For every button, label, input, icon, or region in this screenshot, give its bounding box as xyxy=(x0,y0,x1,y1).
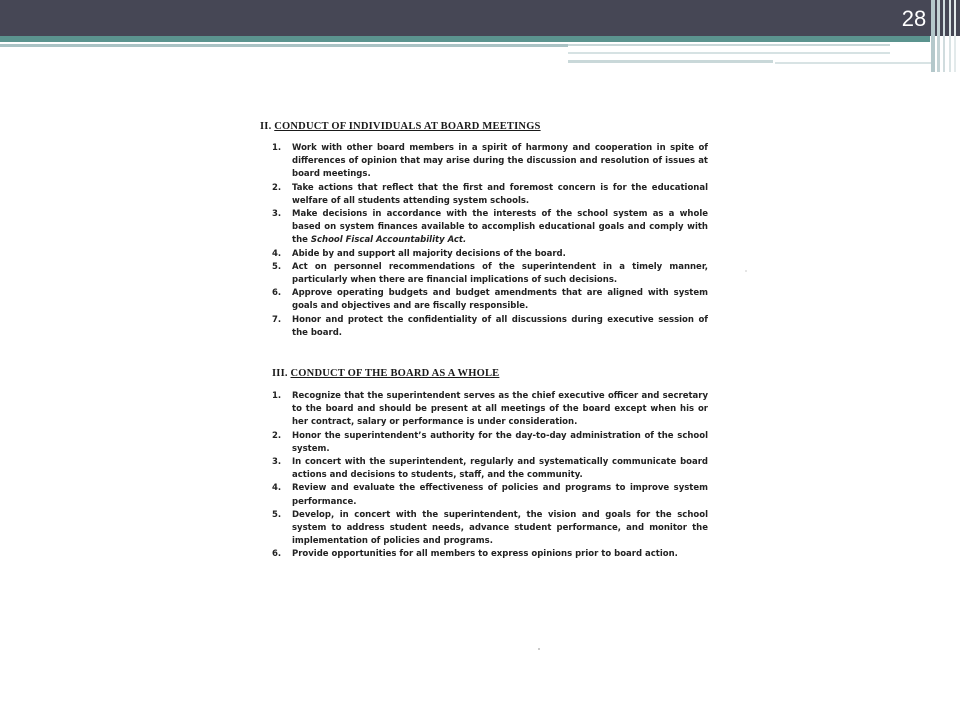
item-text: Review and evaluate the effectiveness of policies and programs to improve system performance. xyxy=(292,483,708,507)
item-number: 4. xyxy=(272,248,282,259)
section-heading-iii xyxy=(272,368,499,379)
accent-line xyxy=(568,60,773,63)
item-text: Provide opportunities for all members to express opinions prior to board action. xyxy=(292,549,678,560)
decorative-vertical-bar xyxy=(943,0,945,72)
scan-speck xyxy=(538,648,540,650)
list-item xyxy=(272,261,708,287)
item-italic-text: School Fiscal Accountability Act. xyxy=(310,235,467,246)
accent-line xyxy=(775,62,935,64)
list-item xyxy=(272,287,708,313)
item-number: 5. xyxy=(272,261,282,272)
section-numeral: II. xyxy=(260,121,272,132)
list-item xyxy=(272,509,708,549)
slide-number: 28 xyxy=(901,6,927,31)
item-number: 5. xyxy=(272,509,282,520)
list-item xyxy=(272,548,708,561)
section-iii-list xyxy=(272,390,708,562)
decorative-vertical-bar xyxy=(954,0,956,72)
section-title: CONDUCT OF THE BOARD AS A WHOLE xyxy=(290,368,500,379)
item-number: 4. xyxy=(272,483,282,494)
item-number: 3. xyxy=(272,457,282,468)
item-text: Take actions that reflect that the first and foremost concern is for the educational welfare of all students attending system schools. xyxy=(292,182,708,206)
section-heading-ii xyxy=(260,121,541,132)
list-item xyxy=(272,182,708,208)
item-number: 2. xyxy=(272,430,282,441)
item-number: 1. xyxy=(272,143,282,153)
list-item xyxy=(272,142,708,182)
section-ii-list xyxy=(272,142,708,340)
item-text: Recognize that the superintendent serves as the chief executive officer and secretary to the board and should be present at all meetings of the board except when his or her contract, salary or performance is under consideration. xyxy=(292,391,708,428)
list-item xyxy=(272,248,708,261)
list-item xyxy=(272,390,708,430)
item-text: Abide by and support all majority decisions of the board. xyxy=(292,248,566,259)
accent-line xyxy=(0,44,568,47)
accent-stripe xyxy=(0,36,930,42)
item-text: Develop, in concert with the superintendent, the vision and goals for the school system to address student needs, advance student performance, and monitor the implementation of policies and programs. xyxy=(292,509,708,547)
list-item xyxy=(272,430,708,456)
item-text: Honor the superintendent’s authority for the day-to-day administration of the school system. xyxy=(292,430,708,454)
item-number: 2. xyxy=(272,182,282,193)
item-number: 7. xyxy=(272,314,282,325)
accent-line xyxy=(568,44,890,46)
title-band xyxy=(0,0,960,36)
item-text: Honor and protect the confidentiality of all discussions during executive session of the board. xyxy=(292,314,708,338)
scan-speck xyxy=(745,270,747,272)
list-item xyxy=(272,208,708,248)
section-numeral: III. xyxy=(272,368,288,379)
item-text: Approve operating budgets and budget amendments that are aligned with system goals and objectives and are fiscally responsible. xyxy=(292,288,708,312)
item-text: In concert with the superintendent, regularly and systematically communicate board actions and decisions to students, staff, and the community. xyxy=(292,457,708,481)
item-number: 6. xyxy=(272,288,282,299)
decorative-vertical-bar xyxy=(937,0,940,72)
scanned-document xyxy=(258,112,710,572)
list-item xyxy=(272,482,708,508)
item-text: Work with other board members in a spirit of harmony and cooperation in spite of differences of opinion that may arise during the discussion and resolution of issues at board meetings. xyxy=(292,143,708,180)
item-number: 3. xyxy=(272,209,282,220)
item-number: 1. xyxy=(272,391,282,401)
item-text: Act on personnel recommendations of the superintendent in a timely manner, particularly when there are financial implications of such decisions. xyxy=(292,261,708,286)
item-text: Make decisions in accordance with the interests of the school system as a whole based on system finances available to accomplish educational goals and comply with the xyxy=(292,209,708,246)
decorative-vertical-bar xyxy=(949,0,951,72)
section-title: CONDUCT OF INDIVIDUALS AT BOARD MEETINGS xyxy=(274,121,541,132)
accent-line xyxy=(568,52,890,54)
list-item xyxy=(272,456,708,482)
item-number: 6. xyxy=(272,549,282,560)
list-item xyxy=(272,314,708,340)
